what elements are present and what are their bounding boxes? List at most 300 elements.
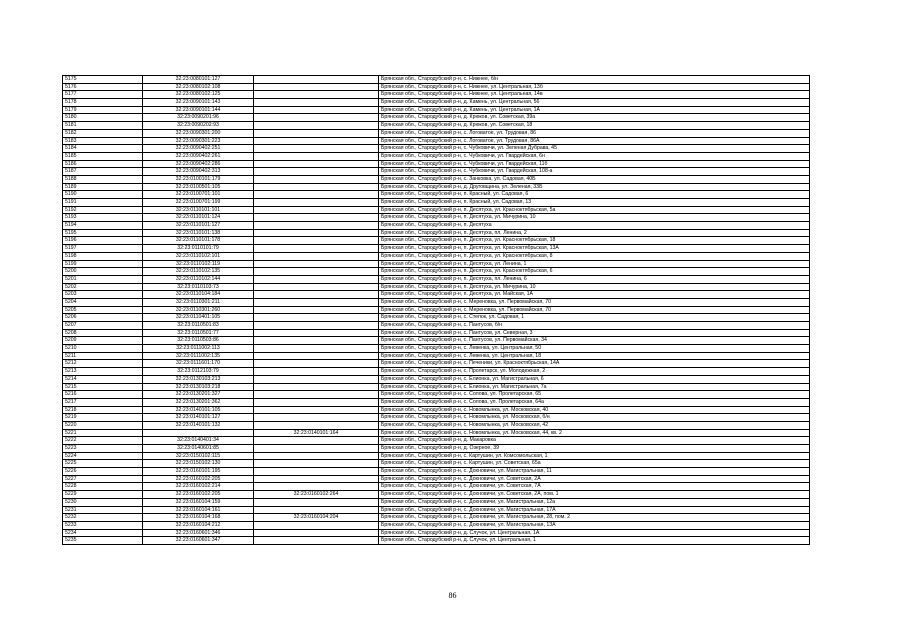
table-row <box>63 183 810 191</box>
cadastral-number-cell: 32:23:0112103:79 <box>143 368 254 376</box>
table-row <box>63 129 810 137</box>
cadastral-number-cell: 32:23:0130103:213 <box>143 375 254 383</box>
cadastral-number-cell: 32:23:0090201:96 <box>143 114 254 122</box>
cadastral-number-cell: 32:23:0110104:184 <box>143 291 254 299</box>
row-number-cell: 5193 <box>63 214 143 222</box>
row-number-cell: 5181 <box>63 122 143 130</box>
cadastral-number-cell: 32:23:0110103:73 <box>143 283 254 291</box>
parent-number-cell <box>254 475 379 483</box>
address-cell: Брянская обл., Стародубский р-н, д. Случок, ул. Центральная, 1 <box>379 537 810 545</box>
table-row <box>63 245 810 253</box>
table-row <box>63 437 810 445</box>
parent-number-cell <box>254 452 379 460</box>
table-row <box>63 122 810 130</box>
table-row <box>63 106 810 114</box>
table-row <box>63 406 810 414</box>
parent-number-cell <box>254 391 379 399</box>
address-cell: Брянская обл., Стародубский р-н, с. Дохновичи, ул. Магистральная, 12а <box>379 498 810 506</box>
table-row <box>63 237 810 245</box>
address-cell: Брянская обл., Стародубский р-н, п. Десятуха, ул. Красноктябрьская, 6 <box>379 268 810 276</box>
table-row <box>63 383 810 391</box>
row-number-cell: 5204 <box>63 298 143 306</box>
parent-number-cell <box>254 129 379 137</box>
address-cell: Брянская обл., Стародубский р-н, с. Новомлынка, ул. Московская, 42 <box>379 421 810 429</box>
table-row <box>63 275 810 283</box>
address-cell: Брянская обл., Стародубский р-н, п. Десятуха, ул. Майская, 1А <box>379 291 810 299</box>
cadastral-number-cell: 32:23:0090301:223 <box>143 137 254 145</box>
address-cell: Брянская обл., Стародубский р-н, п. Десятуха, ул. Ленина, 1 <box>379 260 810 268</box>
row-number-cell: 5213 <box>63 368 143 376</box>
row-number-cell: 5218 <box>63 406 143 414</box>
address-cell: Брянская обл., Стародубский р-н, с. Чубковичи, ул. Гвардейская, 6н <box>379 152 810 160</box>
address-cell: Брянская обл., Стародубский р-н, с. Пантусов, ул. Северная, 3 <box>379 329 810 337</box>
row-number-cell: 5196 <box>63 237 143 245</box>
table-row <box>63 521 810 529</box>
table-row <box>63 268 810 276</box>
cadastral-number-cell: 32:23:0110501:83 <box>143 322 254 330</box>
cadastral-number-cell: 32:23:0160102:205 <box>143 491 254 499</box>
address-cell: Брянская обл., Стародубский р-н, д. Макаровка <box>379 437 810 445</box>
row-number-cell: 5197 <box>63 245 143 253</box>
row-number-cell: 5224 <box>63 452 143 460</box>
parent-number-cell <box>254 298 379 306</box>
parent-number-cell: 32:23:0160102:264 <box>254 491 379 499</box>
cadastral-number-cell: 32:23:0110401:105 <box>143 314 254 322</box>
table-row <box>63 168 810 176</box>
address-cell: Брянская обл., Стародубский р-н, с. Логоватое, ул. Трудовая, 86А <box>379 137 810 145</box>
row-number-cell: 5212 <box>63 360 143 368</box>
page-number: 86 <box>448 591 457 600</box>
parent-number-cell <box>254 160 379 168</box>
cadastral-number-cell: 32:23:0080101:127 <box>143 76 254 84</box>
parent-number-cell <box>254 352 379 360</box>
cadastral-number-cell: 32:23:0160104:168 <box>143 514 254 522</box>
parent-number-cell <box>254 268 379 276</box>
row-number-cell: 5221 <box>63 429 143 437</box>
address-cell: Брянская обл., Стародубский р-н, п. Десятуха, ул. Красноктябрьская, 18 <box>379 237 810 245</box>
address-cell: Брянская обл., Стародубский р-н, п. Десятуха, пл. Ленина, 2 <box>379 229 810 237</box>
row-number-cell: 5194 <box>63 222 143 230</box>
parent-number-cell <box>254 483 379 491</box>
row-number-cell: 5231 <box>63 506 143 514</box>
address-cell: Брянская обл., Стародубский р-н, с. Левенка, ул. Центральная, 50 <box>379 345 810 353</box>
cadastral-number-cell: 32:23:0111601:170 <box>143 360 254 368</box>
parent-number-cell <box>254 406 379 414</box>
table-row <box>63 537 810 545</box>
cadastral-number-cell: 32:23:0140101:132 <box>143 421 254 429</box>
cadastral-number-cell: 32:23:0110101:138 <box>143 229 254 237</box>
address-cell: Брянская обл., Стародубский р-н, п. Десятуха, ул. Мичурина, 10 <box>379 283 810 291</box>
cadastral-number-cell: 32:23:0160102:214 <box>143 483 254 491</box>
address-cell: Брянская обл., Стародубский р-н, с. Дохновичи, ул. Советская, 2А <box>379 475 810 483</box>
row-number-cell: 5215 <box>63 383 143 391</box>
table-row <box>63 360 810 368</box>
parent-number-cell <box>254 122 379 130</box>
parent-number-cell <box>254 368 379 376</box>
parent-number-cell <box>254 260 379 268</box>
parent-number-cell <box>254 199 379 207</box>
table-row <box>63 345 810 353</box>
address-cell: Брянская обл., Стародубский р-н, с. Дохновичи, ул. Советская, 2А, пом. 1 <box>379 491 810 499</box>
address-cell: Брянская обл., Стародубский р-н, д. Друговщина, ул. Зеленая, 33Б <box>379 183 810 191</box>
table-row <box>63 291 810 299</box>
address-cell: Брянская обл., Стародубский р-н, д. Озерное, 39 <box>379 445 810 453</box>
row-number-cell: 5228 <box>63 483 143 491</box>
table-row <box>63 368 810 376</box>
address-cell: Брянская обл., Стародубский р-н, с. Картушин, ул. Комсомольская, 1 <box>379 452 810 460</box>
address-cell: Брянская обл., Стародубский р-н, с. Картушин, ул. Советская, 65а <box>379 460 810 468</box>
cadastral-number-cell: 32:23:0150102:115 <box>143 452 254 460</box>
row-number-cell: 5226 <box>63 468 143 476</box>
cadastral-number-cell: 32:23:0150102:130 <box>143 460 254 468</box>
address-cell: Брянская обл., Стародубский р-н, с. Дохновичи, ул. Магистральная, 11 <box>379 468 810 476</box>
table-row <box>63 391 810 399</box>
cadastral-number-cell: 32:23:0110101:178 <box>143 237 254 245</box>
table-row <box>63 352 810 360</box>
cadastral-number-cell: 32:23:0110101:124 <box>143 214 254 222</box>
parent-number-cell <box>254 106 379 114</box>
table-row <box>63 114 810 122</box>
parent-number-cell <box>254 360 379 368</box>
cadastral-number-cell: 32:23:0110101:79 <box>143 245 254 253</box>
parent-number-cell <box>254 375 379 383</box>
cadastral-number-cell: 32:23:0110102:144 <box>143 275 254 283</box>
row-number-cell: 5201 <box>63 275 143 283</box>
row-number-cell: 5222 <box>63 437 143 445</box>
row-number-cell: 5202 <box>63 283 143 291</box>
row-number-cell: 5184 <box>63 145 143 153</box>
parent-number-cell <box>254 460 379 468</box>
address-cell: Брянская обл., Стародубский р-н, п. Красный, ул. Садовая, 6 <box>379 191 810 199</box>
parent-number-cell <box>254 421 379 429</box>
parent-number-cell <box>254 114 379 122</box>
address-cell: Брянская обл., Стародубский р-н, п. Десятуха <box>379 222 810 230</box>
table-row <box>63 283 810 291</box>
row-number-cell: 5205 <box>63 306 143 314</box>
address-cell: Брянская обл., Стародубский р-н, д. Крюков, ул. Советская, 18 <box>379 122 810 130</box>
cadastral-number-cell: 32:23:0090301:200 <box>143 129 254 137</box>
row-number-cell: 5219 <box>63 414 143 422</box>
row-number-cell: 5195 <box>63 229 143 237</box>
address-cell: Брянская обл., Стародубский р-н, с. Чубковичи, ул. Зеленая Дубрава, 45 <box>379 145 810 153</box>
table-row <box>63 498 810 506</box>
table-row <box>63 175 810 183</box>
table-row <box>63 421 810 429</box>
address-cell: Брянская обл., Стародубский р-н, с. Чубковичи, ул. Гвардейская, 11б <box>379 160 810 168</box>
row-number-cell: 5191 <box>63 199 143 207</box>
cadastral-number-cell: 32:23:0111002:113 <box>143 345 254 353</box>
row-number-cell: 5210 <box>63 345 143 353</box>
address-cell: Брянская обл., Стародубский р-н, с. Новомлынка, ул. Московская, 40 <box>379 406 810 414</box>
table-row <box>63 152 810 160</box>
row-number-cell: 5206 <box>63 314 143 322</box>
address-cell: Брянская обл., Стародубский р-н, с. Нижнее, ул. Центральная, 13б <box>379 83 810 91</box>
address-cell: Брянская обл., Стародубский р-н, с. Пролетарск, ул. Молодежная, 2 <box>379 368 810 376</box>
parent-number-cell: 32:23:0140101:164 <box>254 429 379 437</box>
cadastral-number-cell: 32:23:0110102:135 <box>143 268 254 276</box>
row-number-cell: 5189 <box>63 183 143 191</box>
address-cell: Брянская обл., Стародубский р-н, п. Десятуха, ул. Красноктябрьская, 5а <box>379 206 810 214</box>
cadastral-number-cell: 32:23:0140101:105 <box>143 406 254 414</box>
cadastral-number-cell: 32:23:0080102:125 <box>143 91 254 99</box>
address-cell: Брянская обл., Стародубский р-н, п. Красный, ул. Садовая, 13 <box>379 199 810 207</box>
row-number-cell: 5223 <box>63 445 143 453</box>
table-row <box>63 514 810 522</box>
parent-number-cell <box>254 229 379 237</box>
address-cell: Брянская обл., Стародубский р-н, с. Пантусов, ул. Первомайская, 34 <box>379 337 810 345</box>
parent-number-cell <box>254 529 379 537</box>
address-cell: Брянская обл., Стародубский р-н, с. Нижнее, ул. Центральная, 14в <box>379 91 810 99</box>
cadastral-number-cell: 32:23:0090402:261 <box>143 152 254 160</box>
address-cell: Брянская обл., Стародубский р-н, п. Десятуха, ул. Мичурина, 10 <box>379 214 810 222</box>
registry-table <box>62 75 810 545</box>
address-cell: Брянская обл., Стародубский р-н, с. Мереновка, ул. Первомайская, 70 <box>379 298 810 306</box>
row-number-cell: 5233 <box>63 521 143 529</box>
cadastral-number-cell: 32:23:0130201:362 <box>143 398 254 406</box>
parent-number-cell <box>254 306 379 314</box>
cadastral-number-cell: 32:23:0160104:159 <box>143 498 254 506</box>
address-cell: Брянская обл., Стародубский р-н, д. Случок, ул. Центральная, 1А <box>379 529 810 537</box>
row-number-cell: 5217 <box>63 398 143 406</box>
address-cell: Брянская обл., Стародубский р-н, с. Логоватое, ул. Трудовая, 86 <box>379 129 810 137</box>
cadastral-number-cell: 32:23:0090402:286 <box>143 160 254 168</box>
cadastral-number-cell: 32:23:0110102:101 <box>143 252 254 260</box>
table-row <box>63 322 810 330</box>
table-row <box>63 160 810 168</box>
cadastral-number-cell: 32:23:0160102:205 <box>143 475 254 483</box>
table-row <box>63 229 810 237</box>
table-row <box>63 222 810 230</box>
table-row <box>63 460 810 468</box>
row-number-cell: 5177 <box>63 91 143 99</box>
parent-number-cell <box>254 345 379 353</box>
cadastral-number-cell: 32:23:0090402:251 <box>143 145 254 153</box>
table-row <box>63 99 810 107</box>
table-row <box>63 529 810 537</box>
parent-number-cell <box>254 498 379 506</box>
row-number-cell: 5182 <box>63 129 143 137</box>
table-row <box>63 398 810 406</box>
row-number-cell: 5198 <box>63 252 143 260</box>
parent-number-cell <box>254 152 379 160</box>
cadastral-number-cell: 32:23:0110101:127 <box>143 222 254 230</box>
table-row <box>63 298 810 306</box>
parent-number-cell <box>254 314 379 322</box>
address-cell: Брянская обл., Стародубский р-н, с. Дохновичи, ул. Магистральная, 28, пом. 2 <box>379 514 810 522</box>
parent-number-cell <box>254 414 379 422</box>
row-number-cell: 5176 <box>63 83 143 91</box>
parent-number-cell: 32:23:0160104:204 <box>254 514 379 522</box>
table-row <box>63 468 810 476</box>
table-row <box>63 491 810 499</box>
address-cell: Брянская обл., Стародубский р-н, п. Десятуха, ул. Красноктябрьская, 13А <box>379 245 810 253</box>
table-row <box>63 252 810 260</box>
row-number-cell: 5183 <box>63 137 143 145</box>
address-cell: Брянская обл., Стародубский р-н, д. Крюков, ул. Советская, 39а <box>379 114 810 122</box>
row-number-cell: 5186 <box>63 160 143 168</box>
parent-number-cell <box>254 91 379 99</box>
cadastral-number-cell: 32:23:0140101:127 <box>143 414 254 422</box>
table-row <box>63 483 810 491</box>
cadastral-number-cell: 32:23:0110503:86 <box>143 337 254 345</box>
row-number-cell: 5225 <box>63 460 143 468</box>
row-number-cell: 5214 <box>63 375 143 383</box>
parent-number-cell <box>254 283 379 291</box>
address-cell: Брянская обл., Стародубский р-н, с. Новомлынка, ул. Московская, 44, кв. 2 <box>379 429 810 437</box>
table-row <box>63 83 810 91</box>
cadastral-number-cell: 32:23:0110102:119 <box>143 260 254 268</box>
parent-number-cell <box>254 222 379 230</box>
address-cell: Брянская обл., Стародубский р-н, с. Солова, ул. Пролетарская, 65 <box>379 391 810 399</box>
parent-number-cell <box>254 291 379 299</box>
parent-number-cell <box>254 99 379 107</box>
cadastral-number-cell: 32:23:0100701:101 <box>143 191 254 199</box>
row-number-cell: 5175 <box>63 76 143 84</box>
table-row <box>63 314 810 322</box>
cadastral-number-cell: 32:23:0110301:260 <box>143 306 254 314</box>
cadastral-number-cell <box>143 429 254 437</box>
parent-number-cell <box>254 275 379 283</box>
parent-number-cell <box>254 214 379 222</box>
table-row <box>63 329 810 337</box>
table-row <box>63 191 810 199</box>
cadastral-number-cell: 32:23:0140601:85 <box>143 445 254 453</box>
address-cell: Брянская обл., Стародубский р-н, с. Дохновичи, ул. Советская, 7А <box>379 483 810 491</box>
address-cell: Брянская обл., Стародубский р-н, с. Дохновичи, ул. Магистральная, 13А <box>379 521 810 529</box>
parent-number-cell <box>254 322 379 330</box>
cadastral-number-cell: 32:23:0160601:346 <box>143 529 254 537</box>
table-row <box>63 76 810 84</box>
table-row <box>63 506 810 514</box>
address-cell: Брянская обл., Стародубский р-н, п. Десятуха, ул. Красноктябрьская, 8 <box>379 252 810 260</box>
cadastral-number-cell: 32:23:0130103:218 <box>143 383 254 391</box>
address-cell: Брянская обл., Стародубский р-н, с. Занковка, ул. Садовая, 40Б <box>379 175 810 183</box>
parent-number-cell <box>254 191 379 199</box>
row-number-cell: 5216 <box>63 391 143 399</box>
parent-number-cell <box>254 437 379 445</box>
parent-number-cell <box>254 206 379 214</box>
address-cell: Брянская обл., Стародубский р-н, с. Мереновка, ул. Первомайская, 70 <box>379 306 810 314</box>
address-cell: Брянская обл., Стародубский р-н, с. Новомлынка, ул. Московская, б/н <box>379 414 810 422</box>
table-row <box>63 137 810 145</box>
cadastral-number-cell: 32:23:0100101:179 <box>143 175 254 183</box>
table-row <box>63 414 810 422</box>
cadastral-number-cell: 32:23:0110101:101 <box>143 206 254 214</box>
address-cell: Брянская обл., Стародубский р-н, с. Дохновичи, ул. Магистральная, 17А <box>379 506 810 514</box>
cadastral-number-cell: 32:23:0110501:77 <box>143 329 254 337</box>
row-number-cell: 5208 <box>63 329 143 337</box>
row-number-cell: 5180 <box>63 114 143 122</box>
row-number-cell: 5200 <box>63 268 143 276</box>
table-row <box>63 475 810 483</box>
parent-number-cell <box>254 337 379 345</box>
address-cell: Брянская обл., Стародубский р-н, д. Камень, ул. Центральная, 1А <box>379 106 810 114</box>
row-number-cell: 5207 <box>63 322 143 330</box>
address-cell: Брянская обл., Стародубский р-н, с. Чубковичи, ул. Гвардейская, 108-а <box>379 168 810 176</box>
cadastral-number-cell: 32:23:0111002:135 <box>143 352 254 360</box>
row-number-cell: 5232 <box>63 514 143 522</box>
cadastral-number-cell: 32:23:0110301:211 <box>143 298 254 306</box>
parent-number-cell <box>254 175 379 183</box>
parent-number-cell <box>254 83 379 91</box>
table-row <box>63 452 810 460</box>
row-number-cell: 5209 <box>63 337 143 345</box>
cadastral-number-cell: 32:23:0100701:199 <box>143 199 254 207</box>
row-number-cell: 5227 <box>63 475 143 483</box>
table-row <box>63 206 810 214</box>
cadastral-number-cell: 32:23:0090101:143 <box>143 99 254 107</box>
table-row <box>63 375 810 383</box>
registry-table-body <box>63 76 810 545</box>
table-row <box>63 260 810 268</box>
row-number-cell: 5192 <box>63 206 143 214</box>
parent-number-cell <box>254 398 379 406</box>
cadastral-number-cell: 32:23:0130201:327 <box>143 391 254 399</box>
row-number-cell: 5229 <box>63 491 143 499</box>
table-row <box>63 199 810 207</box>
table-row <box>63 445 810 453</box>
row-number-cell: 5220 <box>63 421 143 429</box>
parent-number-cell <box>254 245 379 253</box>
cadastral-number-cell: 32:23:0090101:144 <box>143 106 254 114</box>
cadastral-number-cell: 32:23:0090202:93 <box>143 122 254 130</box>
cadastral-number-cell: 32:23:0140401:34 <box>143 437 254 445</box>
parent-number-cell <box>254 383 379 391</box>
parent-number-cell <box>254 237 379 245</box>
parent-number-cell <box>254 145 379 153</box>
row-number-cell: 5185 <box>63 152 143 160</box>
table-row <box>63 145 810 153</box>
cadastral-number-cell: 32:23:0080102:108 <box>143 83 254 91</box>
address-cell: Брянская обл., Стародубский р-н, с. Солова, ул. Пролетарская, 64а <box>379 398 810 406</box>
parent-number-cell <box>254 506 379 514</box>
cadastral-number-cell: 32:23:0100501:105 <box>143 183 254 191</box>
cadastral-number-cell: 32:23:0160601:347 <box>143 537 254 545</box>
address-cell: Брянская обл., Стародубский р-н, с. Нижнее, б/н <box>379 76 810 84</box>
row-number-cell: 5190 <box>63 191 143 199</box>
row-number-cell: 5199 <box>63 260 143 268</box>
row-number-cell: 5230 <box>63 498 143 506</box>
address-cell: Брянская обл., Стародубский р-н, с. Елионка, ул. Магистральная, 7а <box>379 383 810 391</box>
address-cell: Брянская обл., Стародубский р-н, с. Печеники, ул. Красноктябрьская, 14А <box>379 360 810 368</box>
parent-number-cell <box>254 168 379 176</box>
parent-number-cell <box>254 252 379 260</box>
row-number-cell: 5188 <box>63 175 143 183</box>
cadastral-number-cell: 32:23:0160104:161 <box>143 506 254 514</box>
parent-number-cell <box>254 521 379 529</box>
cadastral-number-cell: 32:23:0160104:212 <box>143 521 254 529</box>
row-number-cell: 5178 <box>63 99 143 107</box>
parent-number-cell <box>254 76 379 84</box>
row-number-cell: 5234 <box>63 529 143 537</box>
row-number-cell: 5203 <box>63 291 143 299</box>
address-cell: Брянская обл., Стародубский р-н, п. Десятуха, пл. Ленина, 6 <box>379 275 810 283</box>
address-cell: Брянская обл., Стародубский р-н, с. Елионка, ул. Магистральная, 6 <box>379 375 810 383</box>
table-row <box>63 306 810 314</box>
address-cell: Брянская обл., Стародубский р-н, с. Левенка, ул. Центральная, 18 <box>379 352 810 360</box>
table-row <box>63 214 810 222</box>
cadastral-number-cell: 32:23:0160101:195 <box>143 468 254 476</box>
parent-number-cell <box>254 183 379 191</box>
row-number-cell: 5179 <box>63 106 143 114</box>
parent-number-cell <box>254 137 379 145</box>
parent-number-cell <box>254 445 379 453</box>
row-number-cell: 5211 <box>63 352 143 360</box>
parent-number-cell <box>254 468 379 476</box>
row-number-cell: 5187 <box>63 168 143 176</box>
parent-number-cell <box>254 537 379 545</box>
cadastral-number-cell: 32:23:0090402:313 <box>143 168 254 176</box>
